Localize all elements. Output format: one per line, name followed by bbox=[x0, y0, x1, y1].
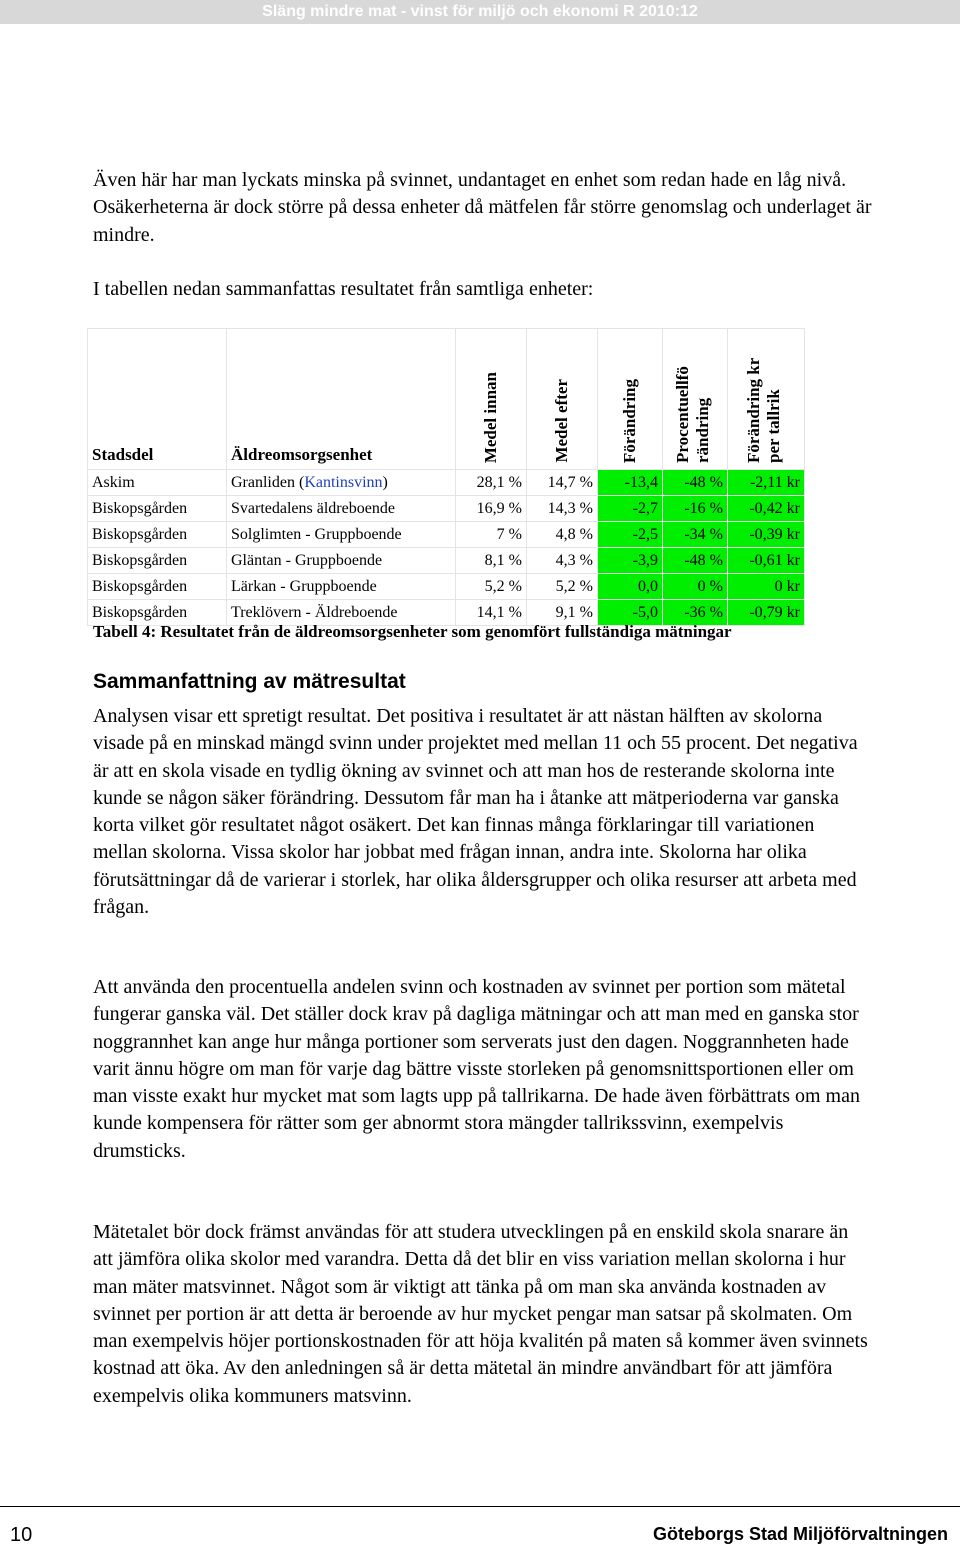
cell-stadsdel: Biskopsgården bbox=[88, 574, 227, 600]
cell-enhet: Lärkan - Gruppboende bbox=[227, 574, 456, 600]
header-kr-label: Förändring kr per tallrik bbox=[744, 357, 783, 463]
cell-enhet-text: Granliden ( bbox=[231, 473, 305, 491]
header-medel-innan bbox=[456, 329, 527, 470]
header-medel-efter bbox=[527, 329, 598, 470]
cell-kr: -0,61 kr bbox=[728, 548, 805, 574]
kantinsvinn-link[interactable]: Kantinsvinn bbox=[304, 473, 383, 491]
header-procent-label: Procentuellfö rändring bbox=[673, 366, 712, 463]
cell-procent: -36 % bbox=[663, 600, 728, 626]
results-table bbox=[87, 328, 805, 626]
cell-forandring: -13,4 bbox=[598, 470, 663, 496]
cell-medel-innan: 28,1 % bbox=[456, 470, 527, 496]
cell-forandring: -2,7 bbox=[598, 496, 663, 522]
cell-procent: 0 % bbox=[663, 574, 728, 600]
page-number: 10 bbox=[10, 1524, 33, 1546]
cell-forandring: -2,5 bbox=[598, 522, 663, 548]
cell-enhet: Gläntan - Gruppboende bbox=[227, 548, 456, 574]
table-row bbox=[88, 548, 805, 574]
header-forandring bbox=[598, 329, 663, 470]
cell-stadsdel: Biskopsgården bbox=[88, 522, 227, 548]
cell-medel-efter: 4,8 % bbox=[527, 522, 598, 548]
table-row bbox=[88, 470, 805, 496]
header-procent bbox=[663, 329, 728, 470]
cell-forandring: -3,9 bbox=[598, 548, 663, 574]
summary-paragraph-2: Att använda den procentuella andelen svinn och kostnaden av svinnet per portion som mätetal fungerar ganska väl. Det ställer dock krav på dagliga mätningar och att man med en ganska stor noggrannhet kan ange hur många portioner som serverats just den dagen. Noggrannheten hade varit ännu högre om man för varje dag bättre visste storleken på genomsnittsportionen eller om man visste exakt hur mycket mat som lagts upp på tallrikarna. De hade även förbättrats om man kunde kompensera för rätter som ger abnormt stora mängder tallrikssvinn, exempelvis drumsticks. bbox=[93, 976, 860, 1162]
cell-enhet bbox=[227, 470, 456, 496]
cell-kr: -0,79 kr bbox=[728, 600, 805, 626]
cell-enhet: Svartedalens äldreboende bbox=[227, 496, 456, 522]
cell-kr: -0,39 kr bbox=[728, 522, 805, 548]
cell-medel-efter: 5,2 % bbox=[527, 574, 598, 600]
cell-kr: -2,11 kr bbox=[728, 470, 805, 496]
footer-organization: Göteborgs Stad Miljöförvaltningen bbox=[652, 1524, 948, 1544]
cell-enhet-suffix: ) bbox=[382, 473, 388, 491]
cell-procent: -48 % bbox=[663, 548, 728, 574]
section-title: Sammanfattning av mätresultat bbox=[93, 670, 406, 693]
cell-procent: -34 % bbox=[663, 522, 728, 548]
cell-procent: -16 % bbox=[663, 496, 728, 522]
cell-procent: -48 % bbox=[663, 470, 728, 496]
cell-kr: -0,42 kr bbox=[728, 496, 805, 522]
cell-medel-efter: 14,3 % bbox=[527, 496, 598, 522]
table-intro-paragraph: I tabellen nedan sammanfattas resultatet från samtliga enheter: bbox=[93, 278, 594, 300]
cell-medel-innan: 14,1 % bbox=[456, 600, 527, 626]
cell-stadsdel: Biskopsgården bbox=[88, 548, 227, 574]
cell-medel-efter: 9,1 % bbox=[527, 600, 598, 626]
table-row bbox=[88, 496, 805, 522]
cell-stadsdel: Biskopsgården bbox=[88, 600, 227, 626]
cell-medel-innan: 7 % bbox=[456, 522, 527, 548]
cell-forandring: 0,0 bbox=[598, 574, 663, 600]
header-forandring-label: Förändring bbox=[620, 378, 639, 463]
table-row bbox=[88, 522, 805, 548]
running-header: Släng mindre mat - vinst för miljö och ekonomi R 2010:12 bbox=[0, 0, 960, 24]
cell-forandring: -5,0 bbox=[598, 600, 663, 626]
cell-medel-innan: 5,2 % bbox=[456, 574, 527, 600]
cell-kr: 0 kr bbox=[728, 574, 805, 600]
intro-paragraph: Även här har man lyckats minska på svinnet, undantaget en enhet som redan hade en låg nivå. Osäkerheterna är dock större på dessa enheter då mätfelen får större genomslag och underlaget är mindre. bbox=[93, 169, 872, 246]
summary-paragraph-3: Mätetalet bör dock främst användas för att studera utvecklingen på en enskild skola snarare än att jämföra olika skolor med varandra. Detta då det blir en viss variation mellan skolorna i hur man mäter matsvinnet. Något som är viktigt att tänka på om man ska använda kostnaden av svinnet per portion är att detta är beroende av hur mycket pengar man satsar på skolmaten. Om man exempelvis höjer portionskostnaden för att höja kvalitén på maten så kommer även svinnets kostnad att öka. Av den anledningen så är detta mätetal än mindre användbart för att jämföra exempelvis olika kommuners matsvinn. bbox=[93, 1221, 868, 1407]
table-row bbox=[88, 574, 805, 600]
cell-medel-innan: 8,1 % bbox=[456, 548, 527, 574]
cell-stadsdel: Biskopsgården bbox=[88, 496, 227, 522]
header-medel-efter-label: Medel efter bbox=[552, 379, 571, 463]
summary-paragraph-1: Analysen visar ett spretigt resultat. Det positiva i resultatet är att nästan hälften av skolorna visade på en minskad mängd svinn under projektet med mellan 11 och 55 procent. Det negativa är att en skola visade en tydlig ökning av svinnet och att man hos de resterande skolorna inte kunde se någon säker förändring. Dessutom får man ha i åtanke att mätperioderna var ganska korta vilket gör resultatet något osäkert. Det kan finnas många förklaringar till variationen mellan skolorna. Vissa skolor har jobbat med frågan innan, andra inte. Skolorna har olika förutsättningar då de varierar i storlek, har olika åldersgrupper och olika resurser att arbeta med frågan. bbox=[93, 705, 858, 919]
cell-enhet: Treklövern - Äldreboende bbox=[227, 600, 456, 626]
header-kr-per-tallrik bbox=[728, 329, 805, 470]
results-table-container bbox=[87, 328, 805, 626]
footer-divider bbox=[0, 1506, 960, 1507]
header-stadsdel: Stadsdel bbox=[88, 329, 227, 470]
table-caption: Tabell 4: Resultatet från de äldreomsorgsenheter som genomfört fullständiga mätningar bbox=[93, 622, 732, 641]
header-enhet: Äldreomsorgsenhet bbox=[227, 329, 456, 470]
header-medel-innan-label: Medel innan bbox=[481, 371, 500, 463]
cell-medel-efter: 14,7 % bbox=[527, 470, 598, 496]
cell-stadsdel: Askim bbox=[88, 470, 227, 496]
cell-medel-efter: 4,3 % bbox=[527, 548, 598, 574]
cell-enhet: Solglimten - Gruppboende bbox=[227, 522, 456, 548]
table-header-row bbox=[88, 329, 805, 470]
cell-medel-innan: 16,9 % bbox=[456, 496, 527, 522]
